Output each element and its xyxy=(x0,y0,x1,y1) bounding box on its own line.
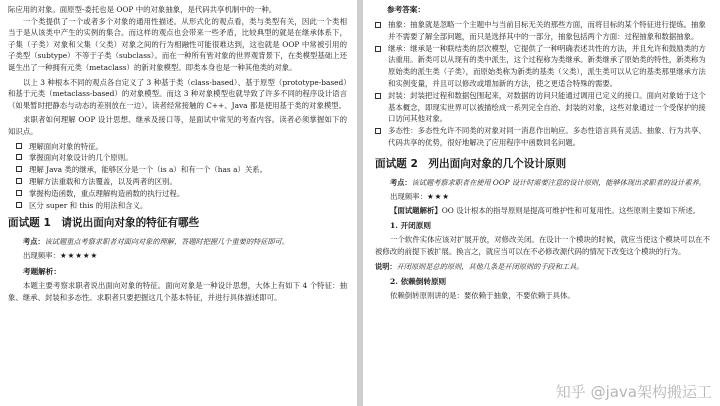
checkbox-icon xyxy=(375,46,381,52)
right-page xyxy=(363,0,720,406)
question-2-title: 面试题 2 列出面向对象的几个设计原则 xyxy=(375,157,567,170)
paragraph-knowledge-intro: 求职者如何理解 OOP 设计思想、继承及接口等，是面试中常见的考查内容。读者必须掌握如下的知识点。 xyxy=(8,115,347,136)
principle-1-explain: 说明：开闭原则是总的原则，其他几条是开闭原则的手段和工具。 xyxy=(375,261,584,271)
checkbox-icon xyxy=(16,190,22,196)
checkbox-icon xyxy=(375,128,381,134)
analysis-tag: 【面试题解析】 xyxy=(390,205,442,215)
frequency-stars: ★★★★★ xyxy=(59,251,99,261)
principle-2-heading: 2. 依赖倒转原则 xyxy=(390,276,447,286)
list-item: 继承：继承是一种联结类的层次模型，它提供了一种明确表述共性的方法，并且允许和鼓励类的方法重用。新类可以从现有的类中派生，这个过程称为类继承。新类继承了原始类的特性，新类称为原始类的派生类（子类），而原始类称为新类的基类（父类），派生类可以从它的基类那里继承方法和实例变量，并且可以修改或增加新的方法，使之更适合特殊的需要。 xyxy=(375,43,710,90)
checkbox-icon xyxy=(375,22,381,28)
list-item: 区分 super 和 this 的用法和含义。 xyxy=(8,200,347,212)
question-2-note: 考点：该试题考察求职者在使用 OOP 设计时需要注意的设计原则，能够体现出求职者的设计素养。 xyxy=(390,177,706,187)
list-item: 掌握面向对象设计的几个原则。 xyxy=(8,152,347,164)
principle-1-heading: 1. 开闭原则 xyxy=(390,221,431,231)
left-page xyxy=(0,0,357,406)
knowledge-list xyxy=(8,141,347,212)
list-item: 多态性：多态性允许不同类的对象对同一消息作出响应。多态性语言具有灵活、抽象、行为共享、代码共享的优势，很好地解决了应用程序中函数同名问题。 xyxy=(375,125,710,149)
question-1-frequency: 出现频率：★★★★★ xyxy=(23,251,99,261)
list-item: 理解面向对象的特征。 xyxy=(8,141,347,153)
list-item: 掌握构造函数，重点理解构造函数的执行过程。 xyxy=(8,188,347,200)
checkbox-icon xyxy=(16,202,22,208)
list-item: 理解 Java 类的继承，能够区分是一个（is a）和有一个（has a）关系。 xyxy=(8,164,347,176)
list-item: 抽象：抽象就是忽略一个主题中与当前目标无关的那些方面，而将目标的某个特征进行提炼。抽象并不需要了解全部问题，而只是选择其中的一部分，抽象包括两个方面：过程抽象和数据抽象。 xyxy=(375,19,710,43)
question-2-frequency: 出现频率：★★★ xyxy=(390,191,450,201)
list-item: 理解方法重载和方法覆盖，以及两者的区别。 xyxy=(8,176,347,188)
frequency-stars: ★★★ xyxy=(426,191,450,201)
top-line: 际应用的对象。面原型-委托也是 OOP 中的对象抽象，是代码共享机制中的一种。 xyxy=(8,5,277,14)
question-1-title: 面试题 1 请说出面向对象的特征有哪些 xyxy=(8,217,200,230)
checkbox-icon xyxy=(375,93,381,99)
checkbox-icon xyxy=(16,166,22,172)
question-1-body: 本题主要考察求职者说出面向对象的特征。面向对象是一种设计思想，大体上有如下 4 个特征：抽象、继承、封装和多态性。求职者只要把握这几个基本特征，并进行具体描述即可。 xyxy=(8,281,347,302)
principle-1-body: 一个软件实体应该对扩展开放，对修改关闭。在设计一个模块的时候，就应当使这个模块可以在不被修改的前提下被扩展。换言之，就应当可以在不必修改源代码的情况下改变这个模块的行为。 xyxy=(375,235,710,256)
answer-title: 参考答案： xyxy=(387,5,425,14)
question-1-analysis-label: 考题解析： xyxy=(23,267,61,277)
question-1-note: 考点：该试题重点考察求职者对面向对象的理解，答题时把握几个重要的特征即可。 xyxy=(23,237,289,247)
principle-2-body: 依赖倒转原则讲的是：要依赖于抽象，不要依赖于具体。 xyxy=(390,290,575,300)
checkbox-icon xyxy=(16,143,22,149)
paragraph-classes: 一个类提供了一个或者多个对象的通用性描述。从形式化的观点看，类与类型有关，因此一个类相当于是从该类中产生的实例的集合。而这样的观点也会带来一些矛盾，比较典型的就是在继承体系下，子集（子类）对象和父集（父类）对象之间的行为相融性可能很难达到，这也就是 OOP 中常被引用的子类型（subtype）不等于子类（subclass）。而在一种所有皆对象的世界观背景下，在类模型基础上还诞生出了一种拥有元类（metaclass）的新对象模型。即类本身也是一种其他类的对象。 xyxy=(8,16,347,72)
checkbox-icon xyxy=(16,154,22,160)
checkbox-icon xyxy=(16,178,22,184)
list-item: 封装：封装把过程和数据包围起来，对数据的访问只能通过调用已定义的接口。面向对象始于这个基本概念，即现实世界可以被描绘成一系列完全自治、封装的对象，这些对象通过一个受保护的接口访问其他对象。 xyxy=(375,90,710,125)
paragraph-object-models: 以上 3 种根本不同的观点各自定义了 3 种基于类（class-based）、基于原型（prototype-based）和基于元类（metaclass-based）的对象模型。而这 3 种对象模型也就导致了许多不同的程序设计语言（如果暂时把静态与动态的差别放在一边）。读者经常接触的 C++、Java 都是使用基于类的对象模型。 xyxy=(8,77,347,110)
answer-list xyxy=(375,19,710,149)
zhihu-watermark: 知乎 @java架构搬运工 xyxy=(555,383,712,401)
question-2-analysis: 【面试题解析】OO 设计根本的指导原则是提高可维护性和可复用性。这些原则主要如下所述。 xyxy=(390,205,701,215)
